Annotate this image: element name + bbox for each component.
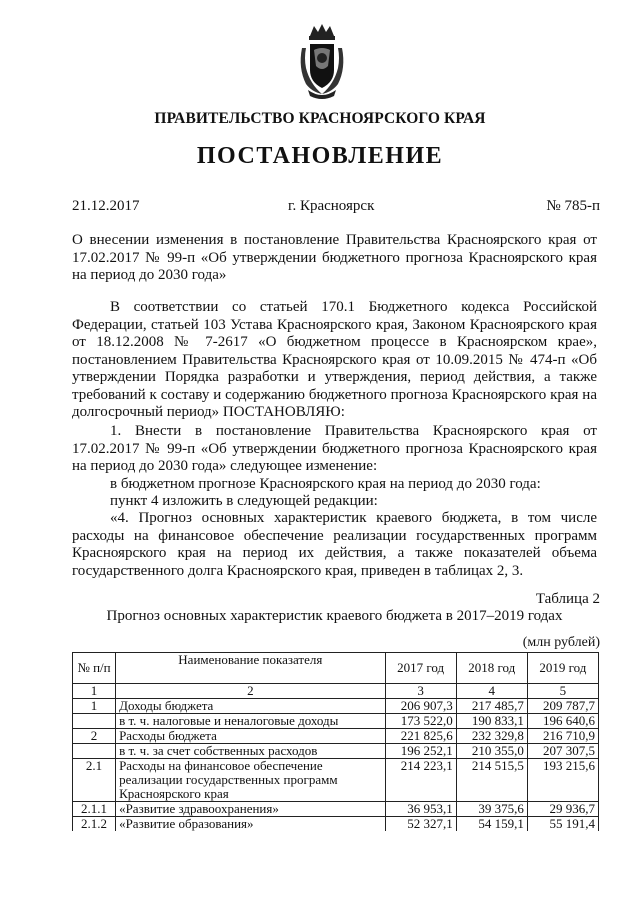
column-number-row xyxy=(73,684,599,699)
table-row xyxy=(73,759,599,802)
table-header-row xyxy=(73,653,599,684)
paragraph-4-line: пункт 4 изложить в следующей редакции: xyxy=(110,493,378,509)
value-2017: 196 252,1 xyxy=(385,744,456,759)
row-name: Расходы бюджета xyxy=(116,729,386,744)
item-1-paragraph: 1. Внести в постановление Правительства Красноярского края от 17.02.2017 № 99-п «Об утверждении бюджетного прогноза Красноярского края на период до 2030 года» следующее изменение: xyxy=(72,423,597,474)
row-name: Расходы на финансовое обеспечение реализации государственных программ Красноярского края xyxy=(116,759,386,802)
table-row xyxy=(73,817,599,832)
header-num: № п/п xyxy=(73,653,116,684)
document-city: г. Красноярск xyxy=(288,198,375,214)
table-row xyxy=(73,699,599,714)
document-date: 21.12.2017 xyxy=(72,198,140,214)
row-name: Доходы бюджета xyxy=(116,699,386,714)
table-row xyxy=(73,744,599,759)
header-2017: 2017 год xyxy=(385,653,456,684)
table-row xyxy=(73,729,599,744)
value-2019: 216 710,9 xyxy=(527,729,598,744)
table-2-title: Прогноз основных характеристик краевого бюджета в 2017–2019 годах xyxy=(106,608,563,624)
row-num: 1 xyxy=(73,699,116,714)
value-2018: 54 159,1 xyxy=(456,817,527,832)
value-2018: 217 485,7 xyxy=(456,699,527,714)
value-2019: 209 787,7 xyxy=(527,699,598,714)
colnum-5: 5 xyxy=(527,684,598,699)
value-2018: 210 355,0 xyxy=(456,744,527,759)
row-name: «Развитие образования» xyxy=(116,817,386,832)
value-2019: 193 215,6 xyxy=(527,759,598,802)
document-subject: О внесении изменения в постановление Правительства Красноярского края от 17.02.2017 № 99-п «Об утверждении бюджетного прогноза Красноярского края на период до 2030 года» xyxy=(72,232,597,283)
value-2019: 207 307,5 xyxy=(527,744,598,759)
value-2018: 39 375,6 xyxy=(456,802,527,817)
government-name: ПРАВИТЕЛЬСТВО КРАСНОЯРСКОГО КРАЯ xyxy=(154,110,486,127)
row-name: в т. ч. налоговые и неналоговые доходы xyxy=(116,714,386,729)
table-units: (млн рублей) xyxy=(522,635,600,650)
row-name: в т. ч. за счет собственных расходов xyxy=(116,744,386,759)
header-name: Наименование показателя xyxy=(116,653,386,684)
budget-forecast-line: в бюджетном прогнозе Красноярского края на период до 2030 года: xyxy=(110,476,541,492)
colnum-4: 4 xyxy=(456,684,527,699)
row-name: «Развитие здравоохранения» xyxy=(116,802,386,817)
colnum-1: 1 xyxy=(73,684,116,699)
header-2019: 2019 год xyxy=(527,653,598,684)
document-type-title: ПОСТАНОВЛЕНИЕ xyxy=(196,143,444,169)
value-2019: 196 640,6 xyxy=(527,714,598,729)
value-2018: 214 515,5 xyxy=(456,759,527,802)
colnum-3: 3 xyxy=(385,684,456,699)
value-2017: 206 907,3 xyxy=(385,699,456,714)
row-num: 2.1 xyxy=(73,759,116,802)
colnum-2: 2 xyxy=(116,684,386,699)
table-2-label: Таблица 2 xyxy=(535,591,600,607)
table-row xyxy=(73,714,599,729)
value-2019: 29 936,7 xyxy=(527,802,598,817)
document-number: № 785-п xyxy=(546,198,600,214)
coat-of-arms-emblem xyxy=(296,22,348,100)
row-num: 2 xyxy=(73,729,116,744)
header-2018: 2018 год xyxy=(456,653,527,684)
row-num xyxy=(73,714,116,729)
value-2017: 52 327,1 xyxy=(385,817,456,832)
row-num xyxy=(73,744,116,759)
row-num: 2.1.2 xyxy=(73,817,116,832)
value-2018: 190 833,1 xyxy=(456,714,527,729)
value-2018: 232 329,8 xyxy=(456,729,527,744)
budget-forecast-table xyxy=(72,652,599,831)
value-2017: 173 522,0 xyxy=(385,714,456,729)
value-2019: 55 191,4 xyxy=(527,817,598,832)
preamble-paragraph: В соответствии со статьей 170.1 Бюджетного кодекса Российской Федерации, статьей 103 Устава Красноярского края, Законом Красноярского края от 18.12.2008 № 7-2617 «О бюджетном процессе в Красноярском крае», постановлением Правительства Красноярского края от 10.09.2015 № 474-п «Об утверждении Порядка разработки и утверждения, период действия, а также требований к составу и содержанию бюджетного прогноза Красноярского края на долгосрочный период» ПОСТАНОВЛЯЮ: xyxy=(72,299,597,420)
quoted-paragraph-4: «4. Прогноз основных характеристик краевого бюджета, в том числе расходы на финансовое обеспечение реализации государственных программ Красноярского края на период их действия, а также показателей объема государственного долга Красноярского края, приведен в таблицах 2, 3. xyxy=(72,510,597,579)
row-num: 2.1.1 xyxy=(73,802,116,817)
value-2017: 221 825,6 xyxy=(385,729,456,744)
table-row xyxy=(73,802,599,817)
value-2017: 36 953,1 xyxy=(385,802,456,817)
value-2017: 214 223,1 xyxy=(385,759,456,802)
